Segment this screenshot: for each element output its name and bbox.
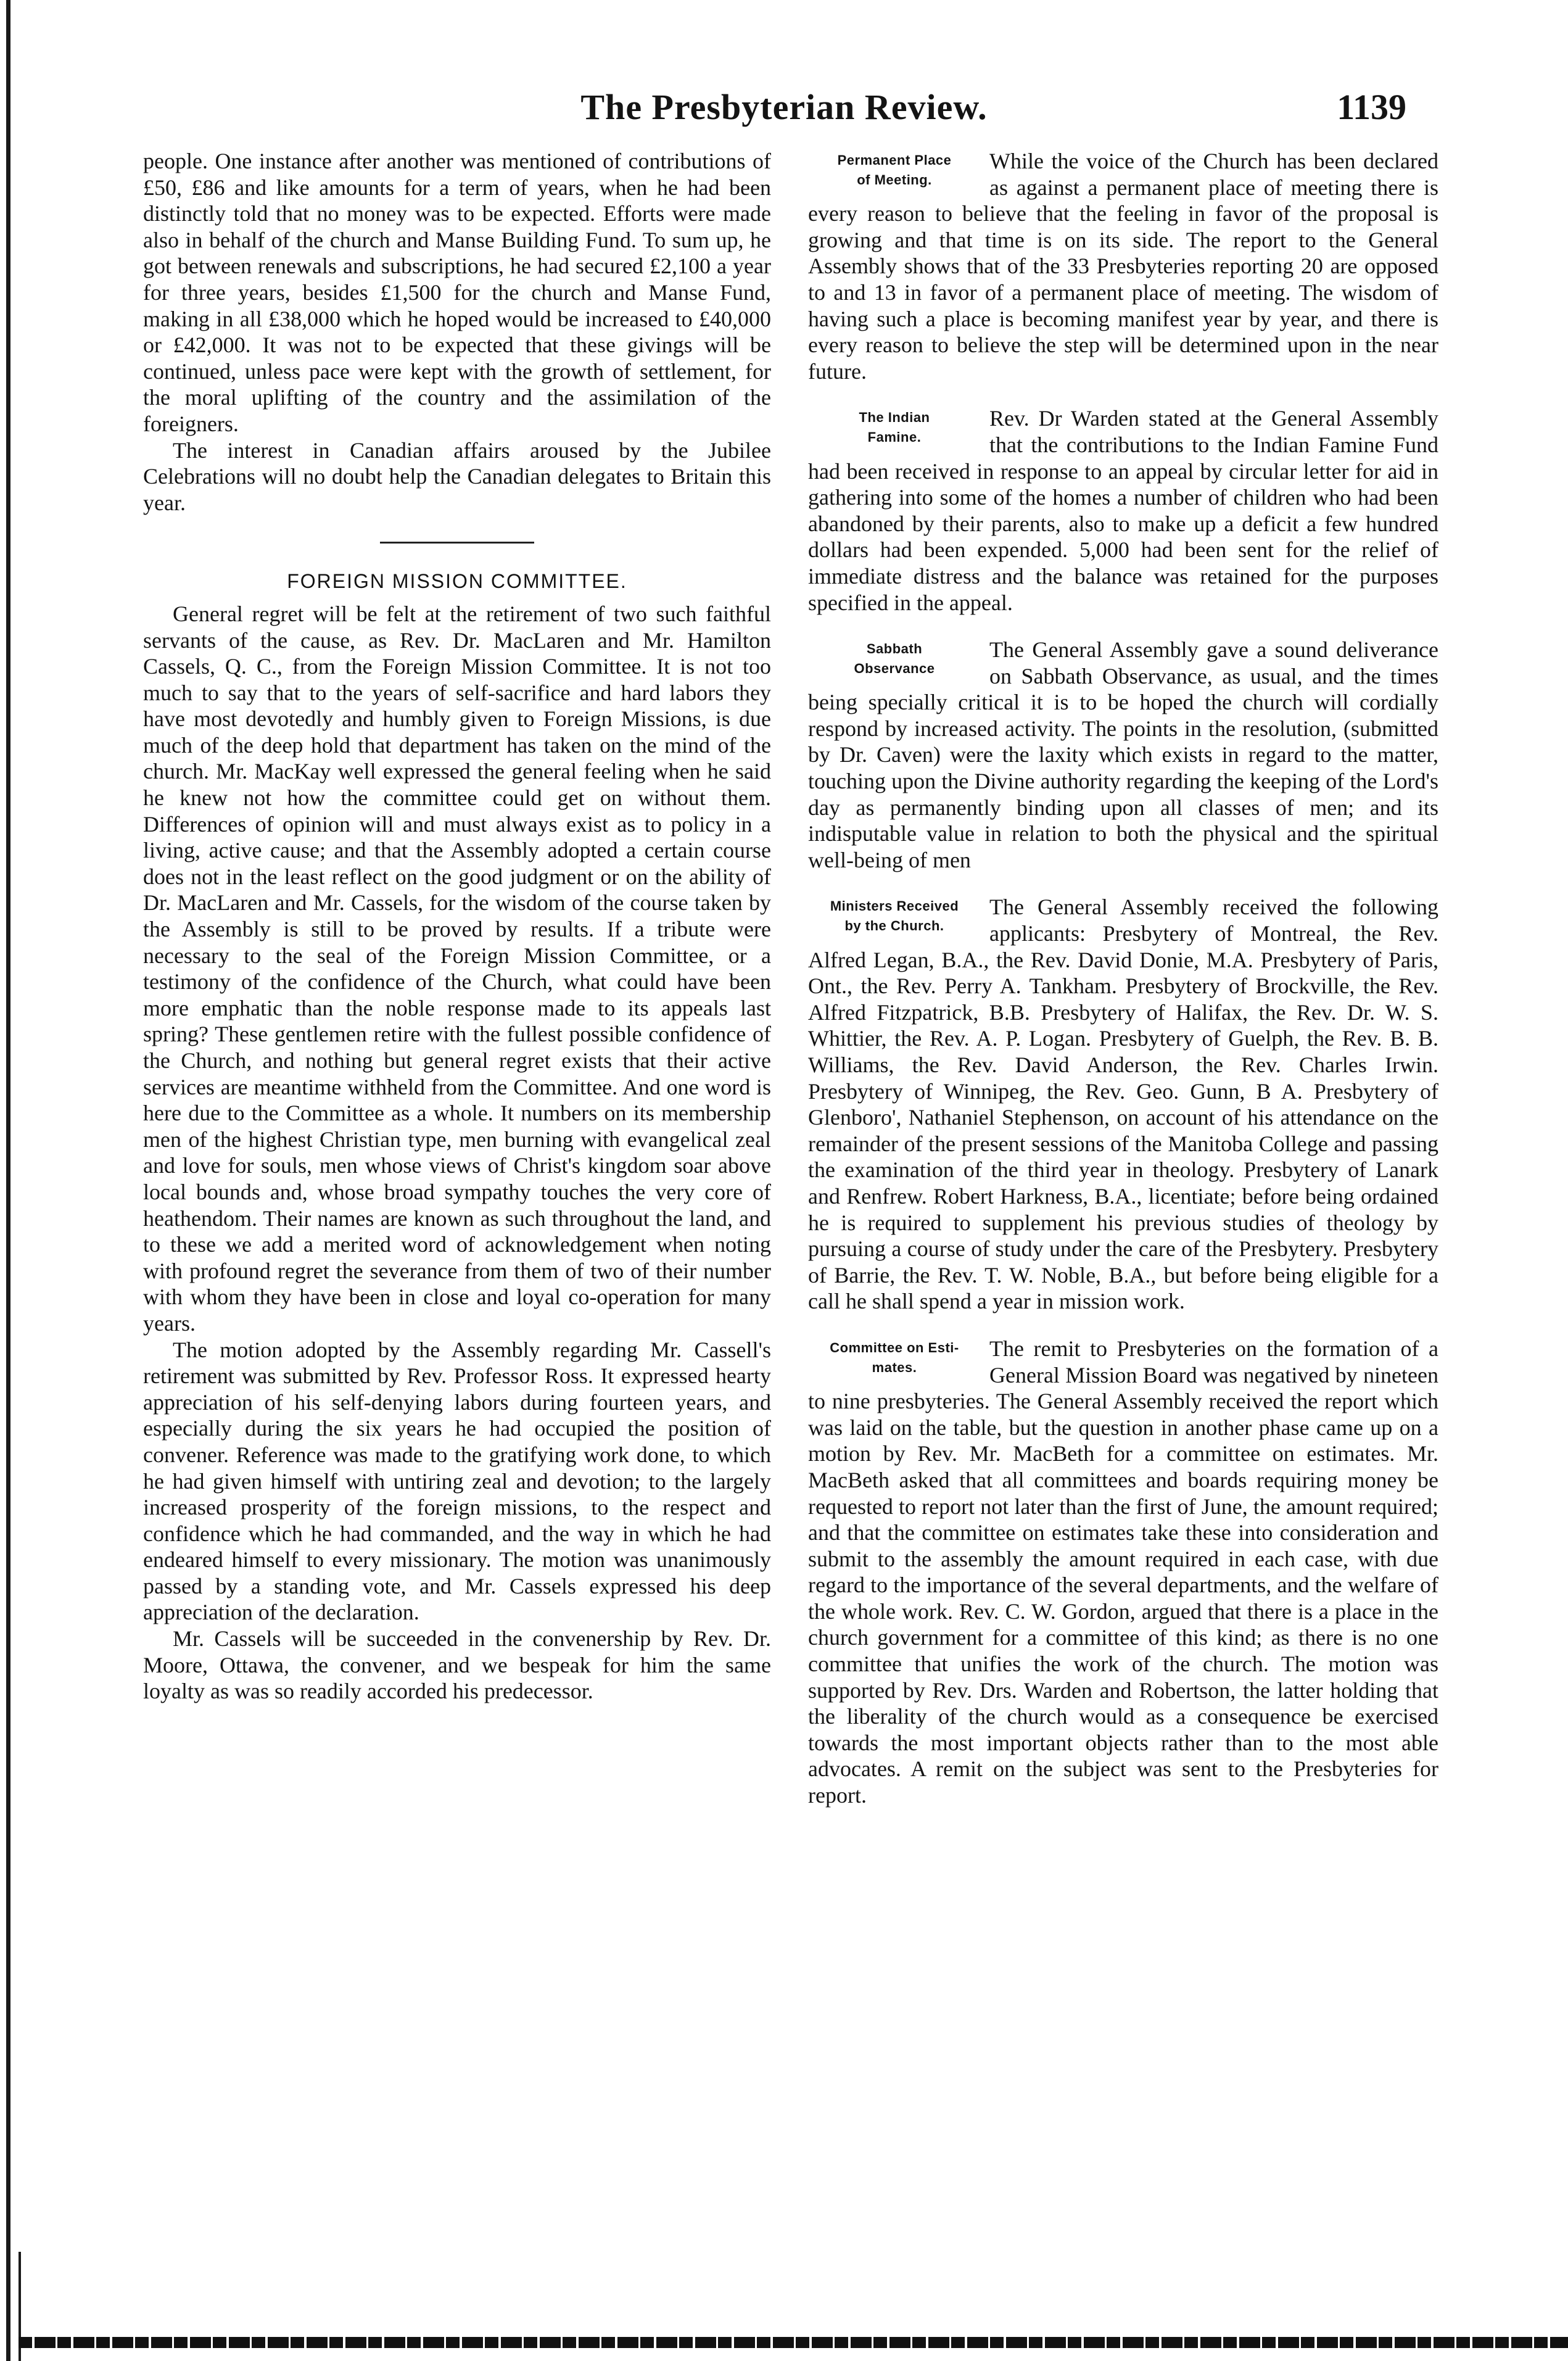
side-heading	[808, 639, 981, 679]
side-heading-line: by the Church.	[844, 918, 944, 934]
section-heading: FOREIGN MISSION COMMITTEE.	[287, 570, 627, 593]
side-heading-line: Committee on Esti-	[830, 1339, 959, 1355]
article-permanent-place	[808, 148, 1438, 384]
paragraph: The motion adopted by the Assembly regarding Mr. Cassell's retirement was submitted by Rev. Professor Ross. It expressed hearty appreciation of his self-denying labors during fourteen years, and especially during the six years he had occupied the position of convener. Reference was made to the gratifying work done, to which he had given himself with untiring zeal and devotion; to the largely increased prosperity of the foreign missions, to the respect and confidence which he had commanded, and the way in which he had endeared himself to every missionary. The motion was unanimously passed by a standing vote, and Mr. Cassels expressed his deep appreciation of the declaration.	[143, 1337, 771, 1625]
side-heading-line: Permanent Place	[837, 152, 952, 168]
section-divider	[380, 542, 534, 544]
running-title: The Presbyterian Review.	[580, 87, 988, 127]
paragraph: While the voice of the Church has been declared as against a permanent place of meeting there is every reason to believe that the feeling in favor of the proposal is growing and that time is on its side. The report to the General Assembly shows that of the 33 Presbyteries reporting 20 are opposed to and 13 in favor of a permanent place of meeting. The wisdom of having such a place is becoming manifest year by year, and there is every reason to believe the step will be determined upon in the near future.	[808, 149, 1438, 384]
side-heading-line: Observance	[854, 661, 935, 677]
left-column	[143, 148, 771, 1705]
article-committee-estimates	[808, 1336, 1438, 1809]
side-heading-line: mates.	[872, 1359, 917, 1375]
paragraph: people. One instance after another was mentioned of contributions of £50, £86 and like amounts for a term of years, when he had been distinctly told that no money was to be expected. Efforts were made also in behalf of the church and Manse Building Fund. To sum up, he got between renewals and subscriptions, he had secured £2,100 a year for three years, besides £1,500 for the church and Manse Fund, making in all £38,000 which he hoped would be increased to £40,000 or £42,000. It was not to be expected that these givings will be continued, unless pace were kept with the growth of settlement, for the moral uplifting of the country and the assimilation of the foreigners.	[143, 149, 771, 436]
side-heading	[808, 1338, 981, 1378]
article-indian-famine	[808, 405, 1438, 616]
article-sabbath-observance	[808, 637, 1438, 873]
side-heading	[808, 151, 981, 190]
side-heading	[808, 408, 981, 447]
side-heading	[808, 896, 981, 936]
left-page-rule	[6, 0, 10, 2361]
side-heading-line: Sabbath	[866, 641, 923, 657]
paragraph: The General Assembly gave a sound deliverance on Sabbath Observance, as usual, and the times being specially critical it is to be hoped the church will cordially respond by increased activity. The points in the resolution, (submitted by Dr. Caven) were the laxity which exists in regard to the matter, touching upon the Divine authority regarding the keeping of the Lord's day as permanently binding upon all classes of men; and its indisputable value in relation to both the physical and the spiritual well-being of men	[808, 637, 1438, 872]
paragraph: Rev. Dr Warden stated at the General Assembly that the contributions to the Indian Famine Fund had been received in response to an appeal by circular letter for aid in gathering into some of the homes a number of children who had been abandoned by their parents, also to make up a deficit a few hundred dollars had been expended. 5,000 had been sent for the relief of immediate distress and the balance was retained for the purposes specified in the appeal.	[808, 406, 1438, 615]
right-column	[808, 148, 1438, 1830]
paragraph: General regret will be felt at the retirement of two such faithful servants of the cause, as Rev. Dr. MacLaren and Mr. Hamilton Cassels, Q. C., from the Foreign Mission Committee. It is not too much to say that to the years of self-sacrifice and hard labors they have most devotedly and humbly given to Foreign Missions, is due much of the deep hold that department has taken on the mind of the church. Mr. MacKay well expressed the general feeling when he said he knew not how the committee could get on without them. Differences of opinion will and must always exist as to policy in a living, active cause; and that the Assembly adopted a certain course does not in the least reflect on the good judgment or on the ability of Dr. MacLaren and Mr. Cassels, for the wisdom of the course taken by the Assembly is still to be proved by results. If a tribute were necessary to the seal of the Foreign Mission Committee, or a testimony of the confidence of the Church, what could have been more emphatic than the noble response made to its appeals last spring? These gentlemen retire with the fullest possible confidence of the Church, and nothing but general regret exists that their active services are meantime withheld from the Committee. And one word is here due to the Committee as a whole. It numbers on its membership men of the highest Christian type, men burning with evangelical zeal and love for souls, men whose views of Christ's kingdom soar above local bounds and, whose broad sympathy touches the very core of heathendom. Their names are known as such throughout the land, and to these we add a merited word of acknowledgement when noting with profound regret the severance from them of two of their number with whom they have been in close and loyal co-operation for many years.	[143, 601, 771, 1336]
paragraph: The interest in Canadian affairs aroused by the Jubilee Celebrations will no doubt help the Canadian delegates to Britain this year.	[143, 437, 771, 515]
side-heading-line: Ministers Received	[830, 898, 959, 914]
paragraph: The remit to Presbyteries on the formation of a General Mission Board was negatived by nineteen to nine presbyteries. The General Assembly received the report which was laid on the table, but the question in another phase came up on a motion by Rev. Mr. MacBeth for a committee on estimates. Mr. MacBeth asked that all committees and boards requiring money be requested to report not later than the first of June, the amount required; and that the committee on estimates take these into consideration and submit to the assembly the amount required in each case, with due regard to the importance of the several departments, and the welfare of the whole work. Rev. C. W. Gordon, argued that there is a place in the church government for a committee of this kind; as there is no one committee that unifies the work of the church. The motion was supported by Rev. Drs. Warden and Robertson, the latter holding that the liberality of the church would as a consequence be exercised towards the most important objects rather than to the most able advocates. A remit on the subject was sent to the Presbyteries for report.	[808, 1336, 1438, 1808]
paragraph: Mr. Cassels will be succeeded in the convenership by Rev. Dr. Moore, Ottawa, the convener, and we bespeak for him the same loyalty as was so readily accorded his predecessor.	[143, 1626, 771, 1704]
side-heading-line: of Meeting.	[857, 172, 932, 188]
page-number: 1139	[1337, 87, 1406, 127]
bottom-border-band	[19, 2337, 1568, 2348]
side-heading-line: Famine.	[867, 429, 922, 445]
paragraph: The General Assembly received the following applicants: Presbytery of Montreal, the Rev. Alfred Legan, B.A., the Rev. David Donie, M.A. Presbytery of Paris, Ont., the Rev. Perry A. Tankham. Presbytery of Brockville, the Rev. Alfred Fitzpatrick, B.B. Presbytery of Halifax, the Rev. Dr. W. S. Whittier, the Rev. A. P. Logan. Presbytery of Guelph, the Rev. B. B. Williams, the Rev. David Anderson, the Rev. Charles Irwin. Presbytery of Winnipeg, the Rev. Geo. Gunn, B A. Presbytery of Glenboro', Nathaniel Stephenson, on account of his attendance on the remainder of the present sessions of the Manitoba College and passing the examination of the third year in theology. Presbytery of Lanark and Renfrew. Robert Harkness, B.A., licentiate; before being ordained he is required to supplement his previous studies of theology by pursuing a course of study under the care of the Presbytery. Presbytery of Barrie, the Rev. T. W. Noble, B.A., but before being eligible for a call he shall spend a year in mission work.	[808, 895, 1438, 1314]
side-heading-line: The Indian	[859, 410, 930, 426]
article-ministers-received	[808, 894, 1438, 1315]
page-header	[0, 86, 1568, 130]
